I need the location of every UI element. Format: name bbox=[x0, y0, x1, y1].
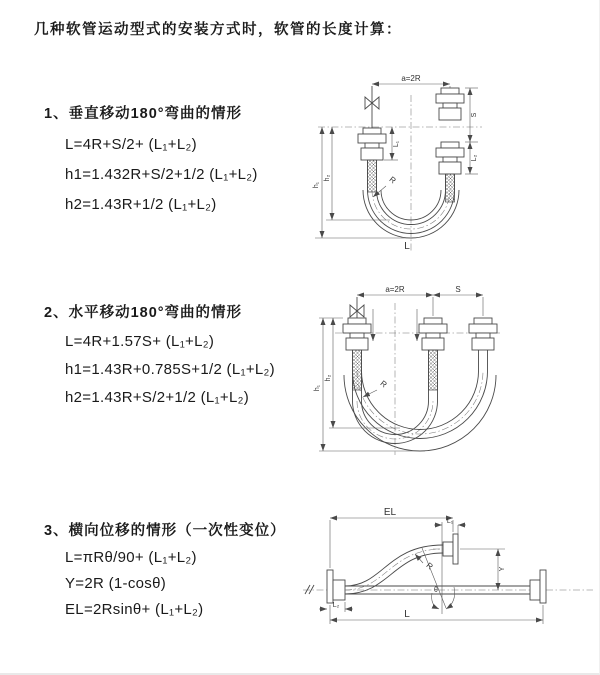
radius-label: R bbox=[424, 560, 435, 572]
h2-label: h₂ bbox=[324, 174, 331, 182]
fitting-middle bbox=[419, 318, 447, 350]
dimension-width bbox=[372, 74, 450, 88]
section-horizontal-movement bbox=[44, 301, 275, 406]
dimension-fitting-top bbox=[434, 518, 466, 534]
formula-y: Y=2R (1-cosθ) bbox=[65, 575, 167, 592]
radius-callout bbox=[415, 554, 435, 572]
flange-right-original bbox=[530, 570, 546, 603]
dimension-heights bbox=[314, 318, 425, 451]
dimension-offset-y bbox=[460, 549, 506, 590]
s-label: S bbox=[471, 112, 478, 118]
flange-upper-displaced bbox=[443, 534, 458, 564]
valve-icon bbox=[350, 297, 364, 318]
width-label: a=2R bbox=[401, 74, 421, 83]
l2-label: L₂ bbox=[332, 602, 340, 609]
radius-label: R bbox=[378, 378, 389, 390]
theta-label: θ bbox=[434, 587, 438, 594]
l1-label: L₁ bbox=[446, 518, 454, 525]
h1-label: h₁ bbox=[314, 384, 321, 392]
page-title: 几种软管运动型式的安装方式时，软管的长度计算： bbox=[34, 22, 402, 38]
section-lateral-displacement bbox=[44, 519, 286, 618]
radius-callout bbox=[363, 379, 389, 397]
formula-h1: h1=1.432R+S/2+1/2 (L₁+L₂) bbox=[65, 166, 258, 183]
diagram-horizontal-u-bend bbox=[305, 283, 595, 458]
section-1-heading: 1、垂直移动180°弯曲的情形 bbox=[44, 106, 243, 122]
formula-h2: h2=1.43R+S/2+1/2 (L₁+L₂) bbox=[65, 389, 250, 406]
flange-left bbox=[327, 570, 345, 603]
section-3-heading: 3、横向位移的情形（一次性变位） bbox=[44, 523, 286, 539]
width-label: a=2R bbox=[385, 285, 405, 294]
y-label: Y bbox=[499, 566, 506, 572]
dimension-el bbox=[330, 507, 453, 568]
section-2-heading: 2、水平移动180°弯曲的情形 bbox=[44, 305, 243, 321]
h1-label: h₁ bbox=[313, 181, 320, 189]
formula-length: L=4R+S/2+ (L₁+L₂) bbox=[65, 136, 197, 153]
formula-h2: h2=1.43R+1/2 (L₁+L₂) bbox=[65, 196, 217, 213]
dimension-stroke bbox=[465, 88, 478, 174]
s-label: S bbox=[455, 285, 461, 294]
h2-label: h₂ bbox=[325, 374, 332, 382]
formula-length: L=πRθ/90+ (L₁+L₂) bbox=[65, 549, 197, 566]
section-vertical-movement bbox=[44, 102, 258, 213]
dimension-width bbox=[357, 285, 483, 316]
length-label: L bbox=[404, 241, 410, 252]
radius-label: R bbox=[387, 174, 398, 186]
fitting-left bbox=[343, 318, 371, 350]
fitting-right-lower bbox=[436, 142, 464, 174]
l2-label: L₂ bbox=[471, 154, 478, 162]
formula-length: L=4R+1.57S+ (L₁+L₂) bbox=[65, 333, 215, 350]
formula-h1: h1=1.43R+0.785S+1/2 (L₁+L₂) bbox=[65, 361, 275, 378]
formula-el: EL=2Rsinθ+ (L₁+L₂) bbox=[65, 601, 204, 618]
diagram-vertical-u-bend bbox=[300, 70, 595, 265]
el-label: EL bbox=[383, 507, 397, 518]
valve-icon bbox=[365, 86, 379, 128]
diagram-lateral-displacement bbox=[295, 502, 600, 657]
fitting-right-displaced bbox=[469, 318, 497, 350]
dimension-fitting-left bbox=[384, 127, 400, 160]
l1-label: L₁ bbox=[393, 140, 400, 148]
dimension-fitting-left bbox=[319, 602, 353, 612]
fitting-left bbox=[358, 128, 386, 160]
fitting-right-upper bbox=[436, 88, 464, 120]
length-label: L bbox=[404, 609, 410, 620]
